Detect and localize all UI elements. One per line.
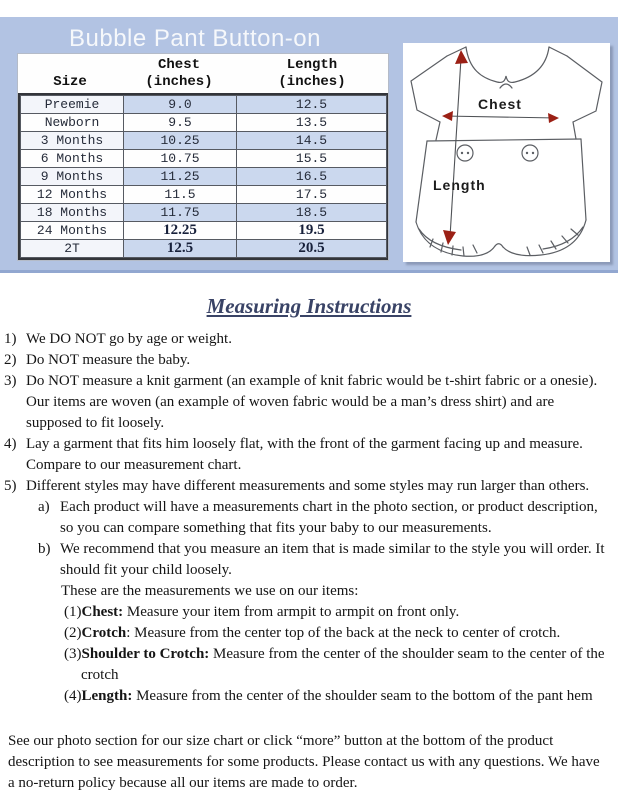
- bubble-pant-illustration-icon: [403, 43, 610, 262]
- col-header-length: Length (inches): [278, 57, 346, 90]
- table-row: [21, 222, 387, 240]
- garment-diagram: [403, 43, 610, 262]
- chest-cell: 11.25: [124, 168, 237, 186]
- size-chart-header: [18, 54, 388, 93]
- measurements-intro: These are the measurements we use on our items:: [61, 583, 359, 599]
- size-cell: 6 Months: [21, 150, 124, 168]
- table-row: [21, 204, 387, 222]
- measuring-instructions-heading: Measuring Instructions: [206, 294, 412, 318]
- chest-arrow-left-icon: [442, 111, 453, 121]
- chest-cell: 11.75: [124, 204, 237, 222]
- chest-cell: 10.75: [124, 150, 237, 168]
- instruction-subitem-a: a) Each product will have a measurements chart in the photo section, or product description, so you can compare something that fits your baby to our measurements.: [38, 499, 598, 536]
- col-header-chest: Chest (inches): [145, 57, 213, 90]
- size-cell: 3 Months: [21, 132, 124, 150]
- footer-note: See our photo section for our size chart or click “more” button at the bottom of the product description to see measurements for some products. Please contact us with any questions. We have a no-return policy because all our items are made to order.: [8, 733, 600, 791]
- measurement-line-length: (4)Length: Measure from the center of the shoulder seam to the bottom of the pant hem: [64, 688, 593, 704]
- instruction-subitem-b: b) We recommend that you measure an item that is made similar to the style you will order. It should fit your child loosely.: [38, 541, 605, 578]
- size-cell: 9 Months: [21, 168, 124, 186]
- length-cell: 18.5: [237, 204, 387, 222]
- measurement-line-crotch: (2)Crotch: Measure from the center top of the back at the neck to center of crotch.: [64, 625, 561, 641]
- length-cell: 20.5: [237, 240, 387, 258]
- measurement-line-chest: (1)Chest: Measure your item from armpit to armpit on front only.: [64, 604, 460, 620]
- size-cell: 18 Months: [21, 204, 124, 222]
- size-chart-body: [20, 95, 387, 258]
- length-arrow-bottom-icon: [443, 230, 456, 245]
- size-cell: Preemie: [21, 96, 124, 114]
- size-cell: Newborn: [21, 114, 124, 132]
- chest-cell: 9.0: [124, 96, 237, 114]
- chest-cell: 11.5: [124, 186, 237, 204]
- size-chart: [17, 53, 389, 261]
- length-cell: 13.5: [237, 114, 387, 132]
- length-cell: 12.5: [237, 96, 387, 114]
- length-cell: 16.5: [237, 168, 387, 186]
- table-row: [21, 96, 387, 114]
- measuring-instructions-section: [0, 294, 618, 794]
- table-row: [21, 240, 387, 258]
- measurement-line-shoulder-to-crotch: (3)Shoulder to Crotch: Measure from the center of the shoulder seam to the center of the crotch: [64, 646, 605, 683]
- instruction-item-2: 2) Do NOT measure the baby.: [4, 352, 191, 368]
- page-title: Bubble Pant Button-on: [68, 25, 321, 52]
- chest-cell: 12.25: [124, 222, 237, 240]
- size-cell: 2T: [21, 240, 124, 258]
- instruction-item-4: 4) Lay a garment that fits him loosely flat, with the front of the garment facing up and measure. Compare to our measurement chart.: [4, 436, 583, 473]
- length-cell: 17.5: [237, 186, 387, 204]
- col-header-size: Size: [53, 74, 87, 90]
- table-row: [21, 186, 387, 204]
- chest-cell: 12.5: [124, 240, 237, 258]
- instruction-item-5: 5) Different styles may have different measurements and some styles may run larger than others.: [4, 478, 590, 494]
- length-arrow-top-icon: [455, 50, 468, 64]
- size-cell: 24 Months: [21, 222, 124, 240]
- table-row: [21, 150, 387, 168]
- size-cell: 12 Months: [21, 186, 124, 204]
- chest-cell: 9.5: [124, 114, 237, 132]
- chest-label: Chest: [478, 96, 522, 112]
- table-row: [21, 168, 387, 186]
- chest-cell: 10.25: [124, 132, 237, 150]
- instruction-item-3: 3) Do NOT measure a knit garment (an example of knit fabric would be t-shirt fabric or a onesie). Our items are woven (an example of woven fabric would be a man’s dress shirt) and are supposed to fit loosely.: [4, 373, 598, 431]
- table-row: [21, 114, 387, 132]
- instruction-item-1: 1) We DO NOT go by age or weight.: [4, 331, 232, 347]
- chest-arrow-right-icon: [548, 113, 559, 123]
- length-cell: 19.5: [237, 222, 387, 240]
- table-row: [21, 132, 387, 150]
- length-cell: 14.5: [237, 132, 387, 150]
- length-label: Length: [433, 177, 486, 193]
- length-cell: 15.5: [237, 150, 387, 168]
